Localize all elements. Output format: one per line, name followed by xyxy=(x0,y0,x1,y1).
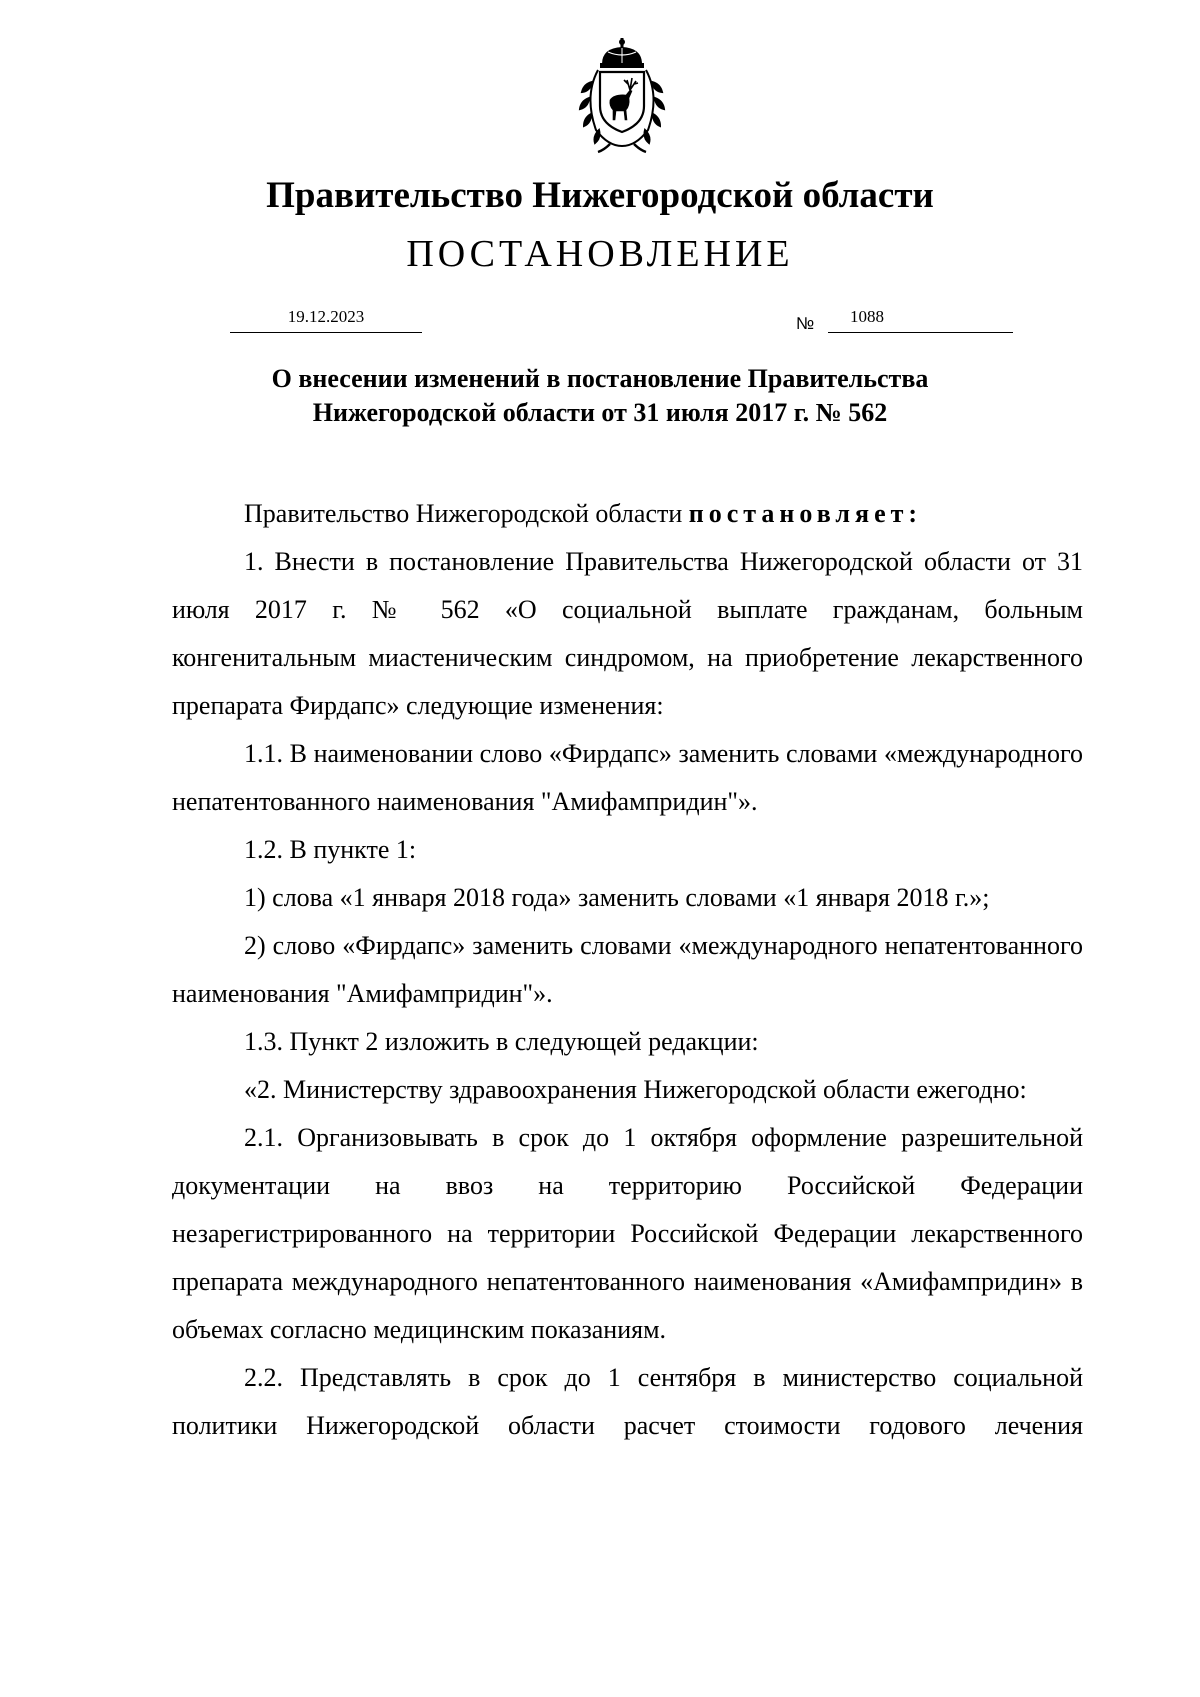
paragraph-1: 1. Внести в постановление Правительства Нижегородской области от 31 июля 2017 г. № 562 «О социальной выплате гражданам, больным конгенитальным миастеническим синдромом, на приобретение лекарственного препарата Фирдапс» следующие изменения: xyxy=(172,547,1083,720)
document-body xyxy=(172,490,1083,1450)
paragraph-1-3: 1.3. Пункт 2 изложить в следующей редакции: xyxy=(244,1027,759,1056)
paragraph-1-2: 1.2. В пункте 1: xyxy=(244,835,417,864)
government-name: Правительство Нижегородской области xyxy=(266,175,934,216)
preamble-text: Правительство Нижегородской области xyxy=(244,499,689,528)
paragraph-2-1: 2.1. Организовывать в срок до 1 октября оформление разрешительной документации на ввоз на территорию Российской Федерации незарегистрированного на территории Российской Федерации лекарственного препарата международного непатентованного наименования «Амифампридин» в объемах согласно медицинским показаниям. xyxy=(172,1123,1083,1344)
paragraph-1-1: 1.1. В наименовании слово «Фирдапс» заменить словами «международного непатентованного наименования "Амифампридин"». xyxy=(172,739,1083,816)
paragraph-2-2: 2.2. Представлять в срок до 1 сентября в министерство социальной политики Нижегородской области расчет стоимости годового лечения xyxy=(172,1363,1083,1440)
number-sign: № xyxy=(796,314,815,333)
preamble xyxy=(172,490,1083,538)
subject-line-1: О внесении изменений в постановление Правительства xyxy=(271,364,929,393)
document-number: 1088 xyxy=(850,307,884,326)
document-number-field xyxy=(828,306,1013,333)
paragraph-2: «2. Министерству здравоохранения Нижегородской области ежегодно: xyxy=(244,1075,1027,1104)
paragraph-1-2-item-2: 2) слово «Фирдапс» заменить словами «международного непатентованного наименования "Амифампридин"». xyxy=(172,931,1083,1008)
document-date: 19.12.2023 xyxy=(230,306,422,333)
subject-line-2: Нижегородской области от 31 июля 2017 г. № 562 xyxy=(312,398,888,427)
preamble-keyword: постановляет: xyxy=(688,499,923,528)
paragraph-1-2-item-1: 1) слова «1 января 2018 года» заменить словами «1 января 2018 г.»; xyxy=(244,883,990,912)
document-subject xyxy=(0,362,1200,430)
document-type-heading: ПОСТАНОВЛЕНИЕ xyxy=(406,233,794,275)
crown-icon xyxy=(600,38,644,68)
coat-of-arms-icon xyxy=(570,36,674,156)
